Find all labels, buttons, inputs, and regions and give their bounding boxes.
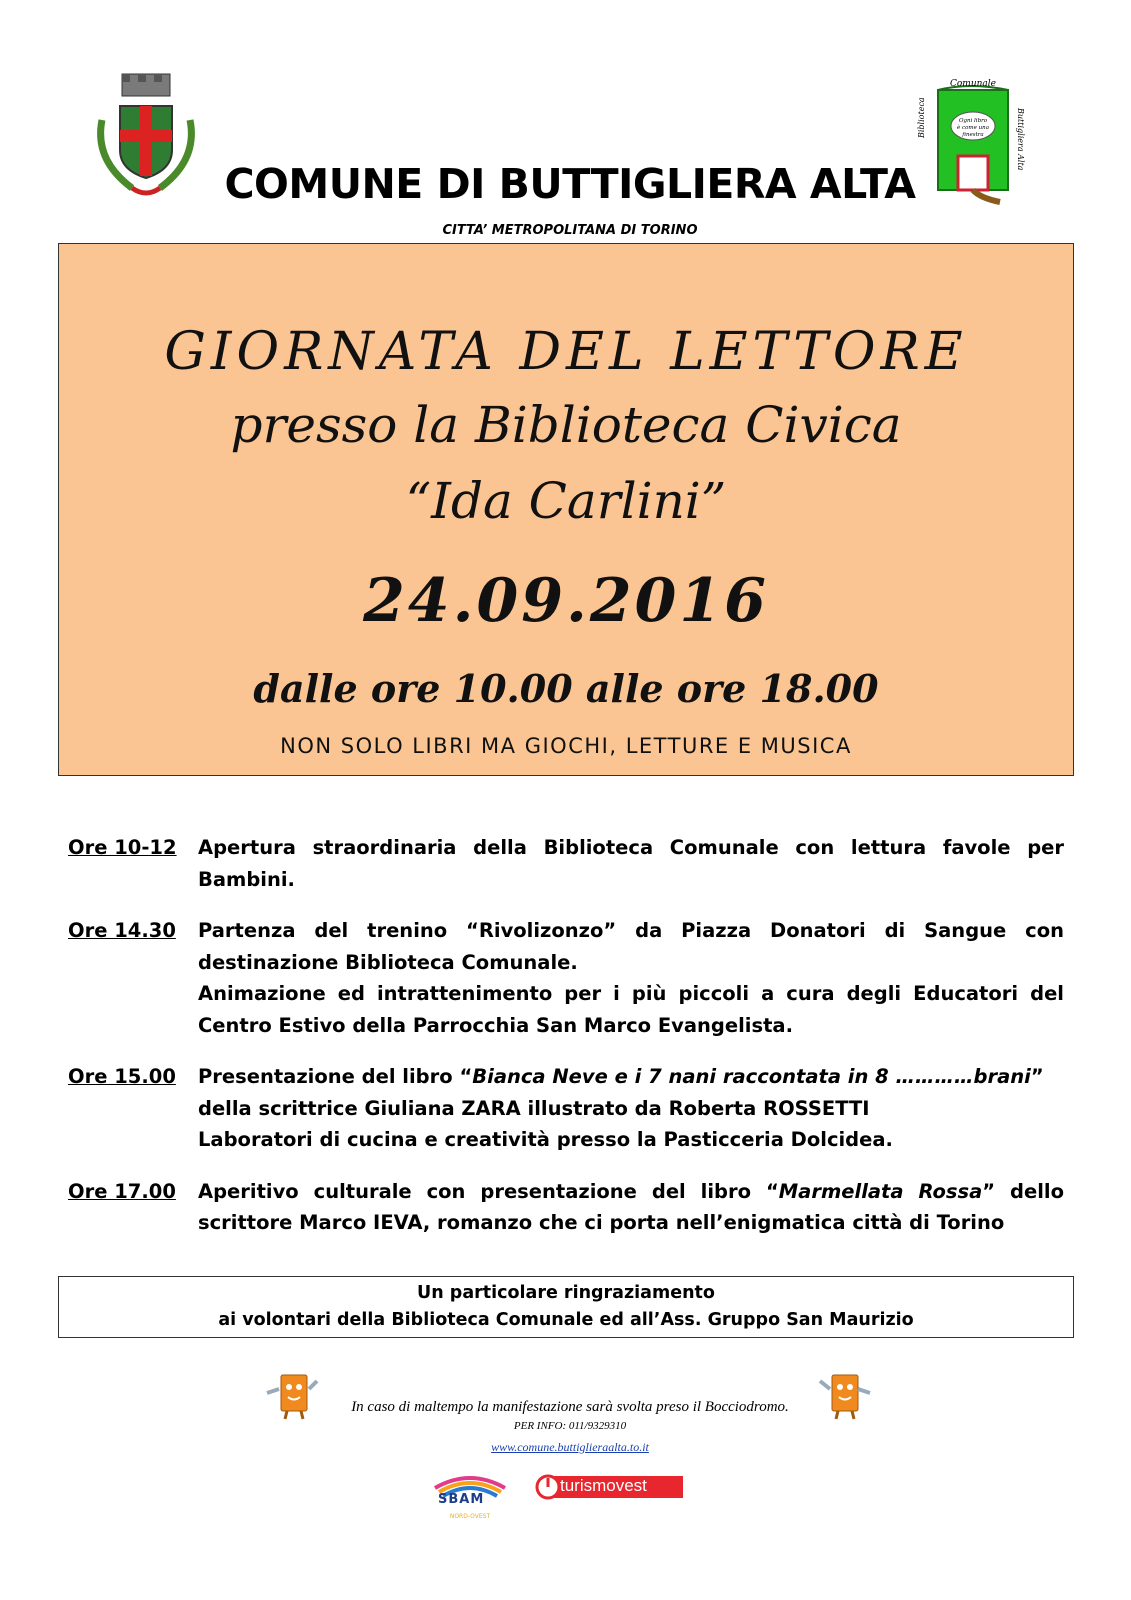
website-link[interactable]: www.comune.buttiglieraalta.to.it — [491, 1440, 649, 1454]
program-text: ” dello scrittore Marco IEVA, romanzo che ci porta nell’enigmatica città di Torino — [198, 1179, 1064, 1234]
program-line: della scrittrice Giuliana ZARA illustrato da Roberta ROSSETTI — [198, 1096, 870, 1120]
event-box — [58, 243, 1074, 776]
program-line — [198, 1061, 1064, 1093]
program-text: Aperitivo culturale con presentazione del libro “ — [198, 1179, 779, 1203]
event-hours: dalle ore 10.00 alle ore 18.00 — [253, 666, 879, 711]
turismovest-logo-text: turismovest — [560, 1476, 647, 1495]
program-time: Ore 14.30 — [68, 919, 176, 942]
program-line: Animazione ed intrattenimento per i più piccoli a cura degli Educatori del Centro Estivo della Parrocchia San Marco Evangelista. — [198, 982, 1064, 1037]
program-line: Laboratori di cucina e creatività presso la Pasticceria Dolcidea. — [198, 1128, 893, 1151]
library-logo-left-text: Biblioteca — [917, 97, 926, 138]
program-time: Ore 10-12 — [68, 836, 177, 859]
library-logo-top-text: Comunale — [949, 79, 997, 89]
event-title: GIORNATA DEL LETTORE — [164, 322, 968, 382]
program-time: Ore 15.00 — [68, 1065, 176, 1088]
sbam-logo-text: SBAM — [438, 1492, 485, 1507]
book-title: Marmellata Rossa — [778, 1179, 983, 1203]
program-description — [198, 1061, 1064, 1156]
page-title: COMUNE DI BUTTIGLIERA ALTA — [224, 160, 916, 208]
program-description — [198, 915, 1064, 1041]
library-logo-center-line1: Ogni libro — [958, 118, 988, 124]
library-logo-center-line3: finestra — [962, 132, 984, 138]
sbam-subtitle: NORD-OVEST — [449, 1513, 491, 1520]
page-subtitle: CITTA’ METROPOLITANA DI TORINO — [442, 223, 698, 238]
program-list — [68, 832, 1064, 1259]
thanks-box — [58, 1276, 1074, 1338]
thanks-line-1: Un particolare ringraziamento — [417, 1283, 715, 1303]
program-text: ” — [1030, 1065, 1044, 1088]
contact-info: PER INFO: 011/9329310 — [513, 1420, 627, 1432]
program-item — [68, 915, 1064, 1041]
program-item — [68, 1061, 1064, 1156]
event-date: 24.09.2016 — [363, 566, 769, 636]
thanks-line-2: ai volontari della Biblioteca Comunale ed all’Ass. Gruppo San Maurizio — [218, 1310, 914, 1330]
library-logo-right-text: Buttigliera Alta — [1016, 108, 1025, 171]
event-place: presso la Biblioteca Civica — [230, 396, 902, 454]
program-line — [198, 1176, 1064, 1239]
event-tagline: NON SOLO LIBRI MA GIOCHI, LETTURE E MUSICA — [280, 734, 852, 758]
program-line: Apertura straordinaria della Biblioteca Comunale con lettura favole per Bambini. — [198, 836, 1064, 891]
program-description — [198, 1176, 1064, 1239]
library-logo-center-line2: è come una — [957, 125, 989, 131]
program-description — [198, 832, 1064, 895]
program-time: Ore 17.00 — [68, 1179, 176, 1203]
program-text: Presentazione del libro “ — [198, 1065, 473, 1088]
weather-note: In caso di maltempo la manifestazione sarà svolta preso il Bocciodromo. — [351, 1399, 789, 1415]
book-title: Bianca Neve e i 7 nani raccontata in 8 …………brani — [472, 1065, 1031, 1088]
program-line: Partenza del trenino “Rivolizonzo” da Piazza Donatori di Sangue con destinazione Biblioteca Comunale. — [198, 919, 1064, 974]
program-item — [68, 1176, 1064, 1239]
event-library-name: “Ida Carlini” — [405, 472, 727, 530]
program-item — [68, 832, 1064, 895]
